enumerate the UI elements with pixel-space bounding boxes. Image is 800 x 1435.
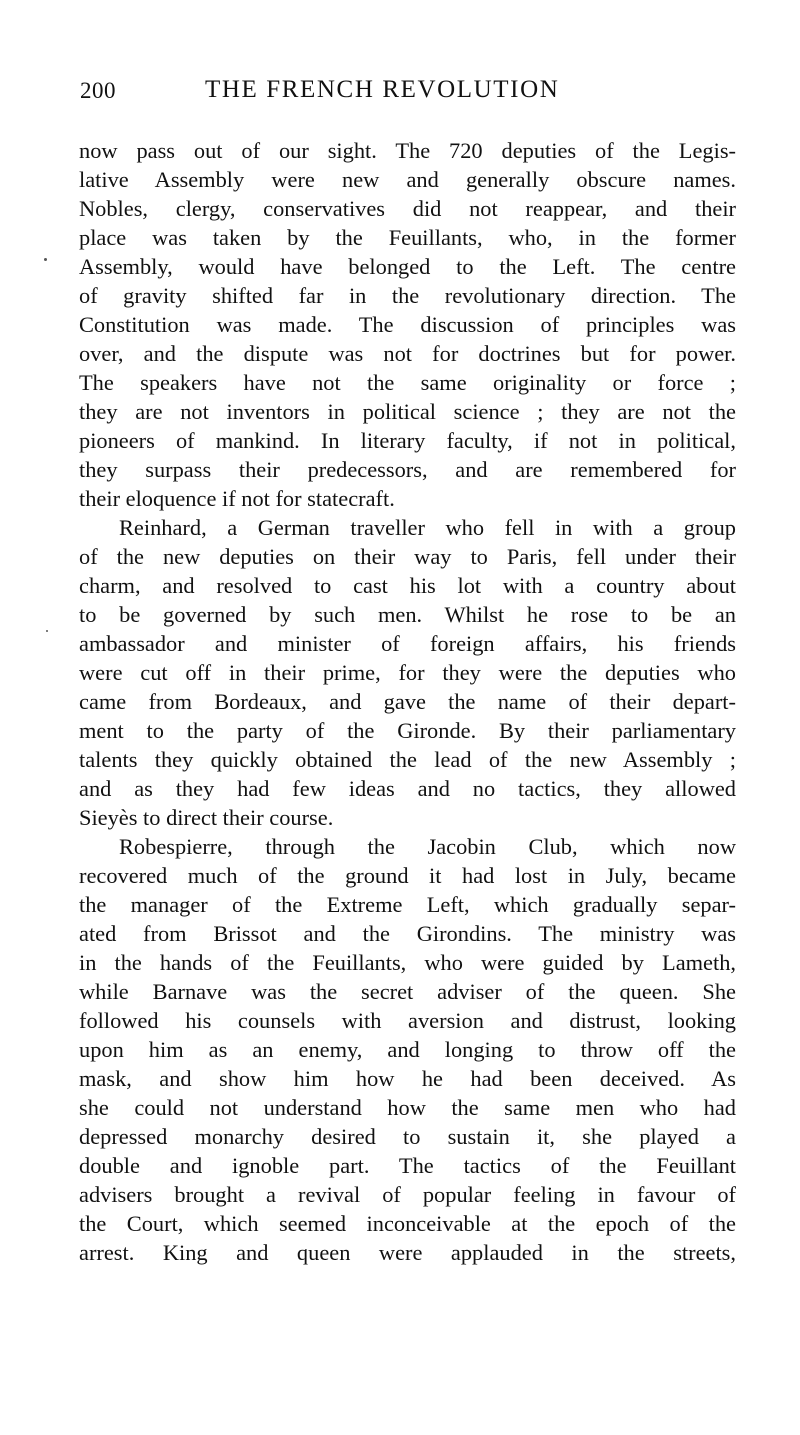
paragraph <box>79 513 736 832</box>
text-line: ambassador and minister of foreign affairs, his friends <box>79 631 736 656</box>
text-line: were cut off in their prime, for they were the deputies who <box>79 660 736 685</box>
text-line: ment to the party of the Gironde. By their parliamentary <box>79 718 736 743</box>
text-line: Sieyès to direct their course. <box>79 805 334 830</box>
text-line: mask, and show him how he had been deceived. As <box>79 1066 736 1091</box>
text-line: Robespierre, through the Jacobin Club, which now <box>119 834 736 859</box>
text-line: upon him as an enemy, and longing to throw off the <box>79 1037 736 1062</box>
paragraph <box>79 832 736 1267</box>
running-title: THE FRENCH REVOLUTION <box>205 76 560 103</box>
text-line: she could not understand how the same men who had <box>79 1095 736 1120</box>
text-line: the manager of the Extreme Left, which gradually separ- <box>79 892 736 917</box>
text-line: to be governed by such men. Whilst he rose to be an <box>79 602 736 627</box>
text-line: recovered much of the ground it had lost in July, became <box>79 863 736 888</box>
text-line: Nobles, clergy, conservatives did not reappear, and their <box>79 196 736 221</box>
text-line: Assembly, would have belonged to the Left. The centre <box>79 254 736 279</box>
text-line: The speakers have not the same originality or force ; <box>79 370 736 395</box>
text-line: in the hands of the Feuillants, who were guided by Lameth, <box>79 950 736 975</box>
paragraph <box>79 136 736 513</box>
text-line: of the new deputies on their way to Paris, fell under their <box>79 544 736 569</box>
text-line: lative Assembly were new and generally obscure names. <box>79 167 736 192</box>
text-line: depressed monarchy desired to sustain it, she played a <box>79 1124 736 1149</box>
text-line: while Barnave was the secret adviser of the queen. She <box>79 979 736 1004</box>
text-line: arrest. King and queen were applauded in the streets, <box>79 1240 736 1265</box>
text-line: ated from Brissot and the Girondins. The ministry was <box>79 921 736 946</box>
text-line: they surpass their predecessors, and are remembered for <box>79 457 736 482</box>
page-number: 200 <box>80 78 116 103</box>
text-line: they are not inventors in political science ; they are not the <box>79 399 736 424</box>
text-line: Reinhard, a German traveller who fell in with a group <box>119 515 736 540</box>
scan-speck <box>46 630 48 632</box>
text-line: over, and the dispute was not for doctrines but for power. <box>79 341 736 366</box>
text-line: of gravity shifted far in the revolutionary direction. The <box>79 283 736 308</box>
text-line: their eloquence if not for statecraft. <box>79 486 395 511</box>
text-line: place was taken by the Feuillants, who, in the former <box>79 225 736 250</box>
page-body <box>79 136 736 1267</box>
text-line: and as they had few ideas and no tactics, they allowed <box>79 776 736 801</box>
text-line: the Court, which seemed inconceivable at the epoch of the <box>79 1211 736 1236</box>
text-line: double and ignoble part. The tactics of the Feuillant <box>79 1153 736 1178</box>
text-line: pioneers of mankind. In literary faculty, if not in political, <box>79 428 736 453</box>
text-line: Constitution was made. The discussion of principles was <box>79 312 736 337</box>
page-header <box>80 76 740 110</box>
text-line: advisers brought a revival of popular feeling in favour of <box>79 1182 736 1207</box>
text-line: talents they quickly obtained the lead of the new Assembly ; <box>79 747 736 772</box>
scan-speck <box>44 258 47 261</box>
text-line: charm, and resolved to cast his lot with a country about <box>79 573 736 598</box>
text-line: followed his counsels with aversion and distrust, looking <box>79 1008 736 1033</box>
text-line: came from Bordeaux, and gave the name of their depart- <box>79 689 736 714</box>
text-line: now pass out of our sight. The 720 deputies of the Legis- <box>79 138 736 163</box>
